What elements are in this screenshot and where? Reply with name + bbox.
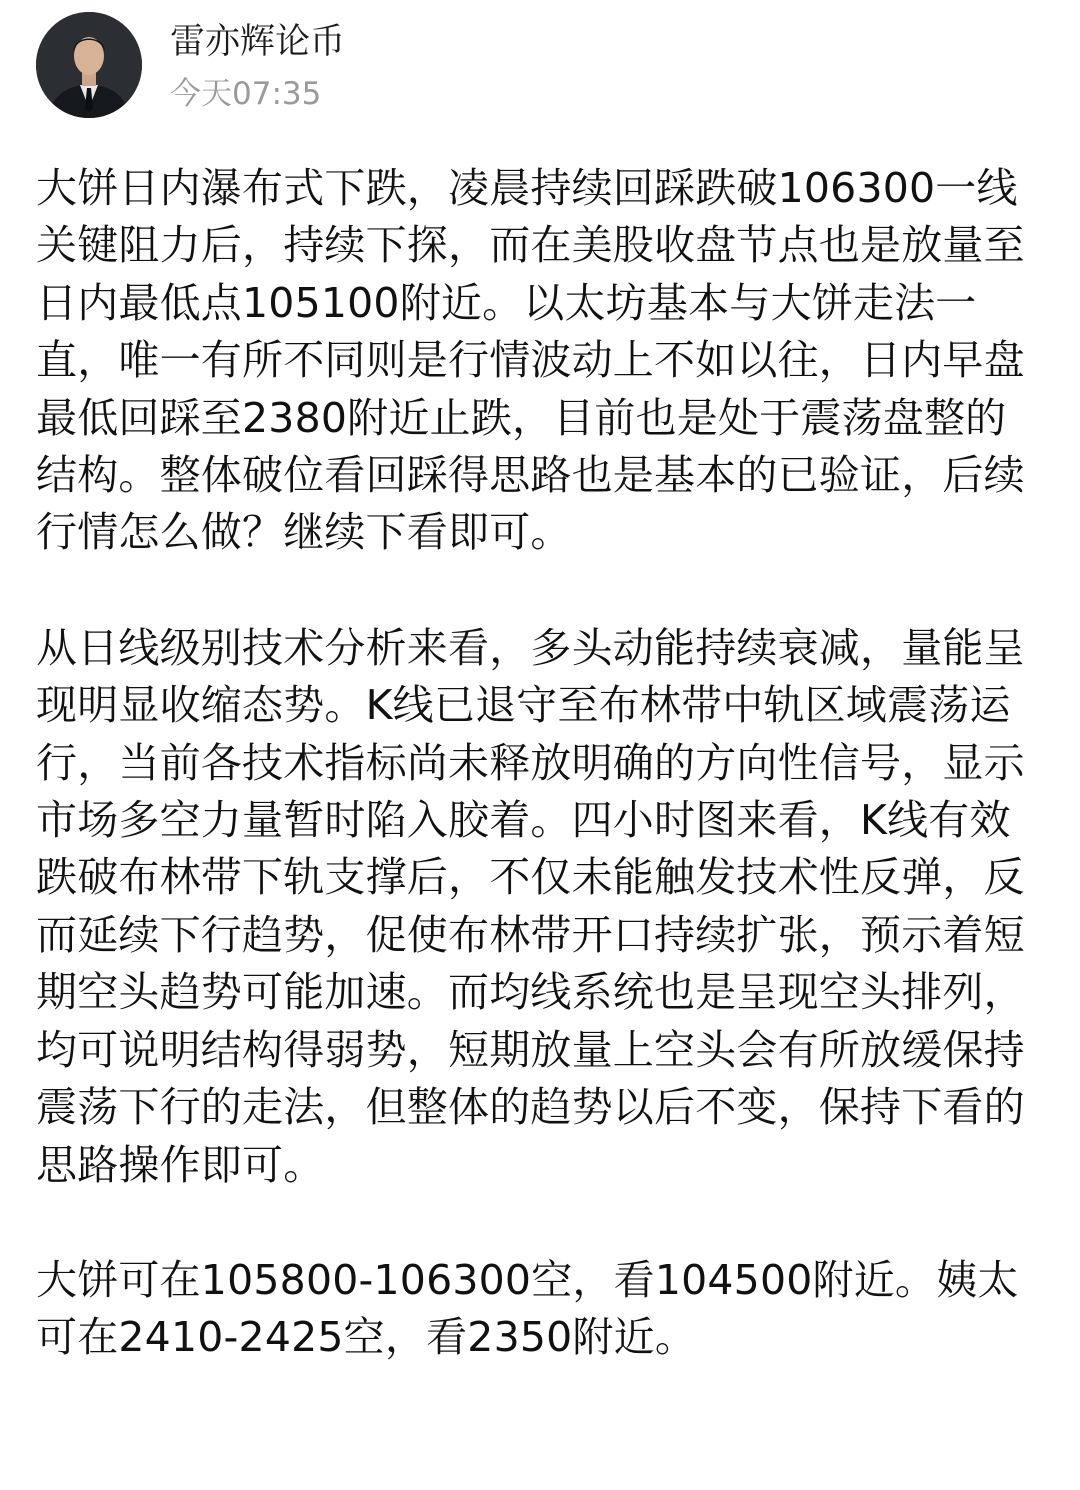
- post-body: [36, 160, 1046, 1367]
- post-timestamp: 今天07:35: [170, 76, 322, 112]
- post-paragraph: 大饼可在105800-106300空，看104500附近。姨太可在2410-2425空，看2350附近。: [36, 1255, 1019, 1362]
- post-paragraph: 从日线级别技术分析来看，多头动能持续衰减，量能呈现明显收缩态势。K线已退守至布林带中轨区域震荡运行，当前各技术指标尚未释放明确的方向性信号，显示市场多空力量暂时陷入胶着。四小时图来看，K线有效跌破布林带下轨支撑后，不仅未能触发技术性反弹，反而延续下行趋势，促使布林带开口持续扩张，预示着短期空头趋势可能加速。而均线系统也是呈现空头排列，均可说明结构得弱势，短期放量上空头会有所放缓保持震荡下行的走法，但整体的趋势以后不变，保持下看的思路操作即可。: [36, 623, 1025, 1189]
- post-paragraph: 大饼日内瀑布式下跌，凌晨持续回踩跌破106300一线关键阻力后，持续下探，而在美股收盘节点也是放量至日内最低点105100附近。以太坊基本与大饼走法一直，唯一有所不同则是行情波动上不如以往，日内早盘最低回踩至2380附近止跌，目前也是处于震荡盘整的结构。整体破位看回踩得思路也是基本的已验证，后续行情怎么做？继续下看即可。: [36, 164, 1025, 557]
- author-name[interactable]: 雷亦辉论币: [170, 22, 346, 62]
- user-avatar-icon: [36, 12, 142, 118]
- avatar[interactable]: [36, 12, 142, 118]
- post-header: [36, 12, 1036, 122]
